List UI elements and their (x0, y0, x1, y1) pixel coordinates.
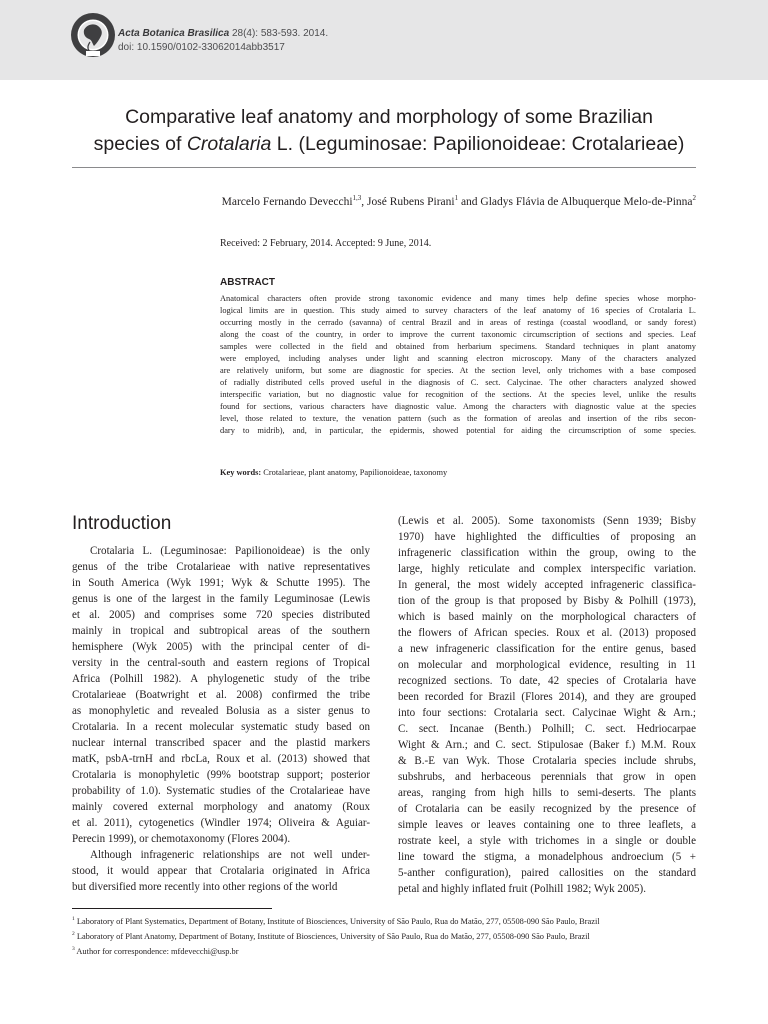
intro-text-line: et al. 2005) and comprises some 720 species distributed (72, 609, 370, 621)
footnote-1-mark: 1 (72, 916, 75, 922)
abstract-line: samples were collected in the field and obtained from herbarium specimens. Standard techniques in plant anatomy (220, 342, 696, 351)
footnote-3-text: Author for correspondence: mfdevecchi@usp.br (74, 946, 239, 956)
intro-text-line: in South America (Wyk 1991; Wyk & Schutte 1995). The (72, 577, 370, 589)
journal-name: Acta Botanica Brasilica (118, 28, 230, 39)
intro-text-line: genus of the tribe Crotalarieae with native representatives (72, 561, 370, 573)
title-divider (72, 167, 696, 168)
author-1-affil: 1,3 (352, 194, 362, 202)
abstract-line: level, those related to texture, the venation pattern (such as the formation of areolas and insertion of the ribs secon- (220, 414, 696, 423)
footnotes (72, 913, 696, 957)
intro-right-column (398, 513, 696, 897)
intro-text-line: Perecin 1999), or chemotaxonomy (Flores 2004). (72, 833, 291, 845)
intro-text-line: nuclear internal transcribed spacer and the plastid markers (72, 737, 370, 749)
intro-text-line: tion of the group is that proposed by Bisby & Polhill (1973), (398, 595, 696, 607)
footnote-2-text: Laboratory of Plant Anatomy, Department of Botany, Institute of Biosciences, University of São Paulo, Rua do Matão, 277, 05508-090 São Paulo, Brazil (74, 931, 590, 941)
intro-text-line: matK, psbA-trnH and rbcLa, Roux et al. (2013) showed that (72, 753, 370, 765)
intro-text-line: Although infrageneric relationships are not well under- (90, 849, 370, 861)
intro-text-line: Crotalaria is monophyletic (99% bootstrap support; posterior (72, 769, 370, 781)
intro-text-line: C. sect. Incanae (Benth.) Polhill; C. sect. Hedriocarpae (398, 723, 696, 735)
footnote-3-mark: 3 (72, 945, 75, 952)
intro-text-line: been recorded for Brazil (Flores 2014), and they are grouped (398, 691, 696, 703)
intro-text-line: versity in the central-south and eastern regions of Tropical (72, 657, 370, 669)
introduction-heading: Introduction (72, 513, 172, 534)
intro-text-line: as monophyletic and revealed Bolusia as a sister genus to (72, 705, 370, 717)
title-genus: Crotalaria (186, 133, 272, 155)
abstract-heading: ABSTRACT (220, 277, 275, 288)
keywords-text: Crotalarieae, plant anatomy, Papilionoideae, taxonomy (261, 468, 448, 477)
abstract-line: occurring mostly in the cerrado (savanna) of central Brazil and in areas of restinga (coastal woodland, or sandy forest) (220, 318, 696, 327)
intro-text-line: In general, the most widely accepted infrageneric classifica- (398, 579, 696, 591)
footnote-3 (72, 943, 696, 958)
intro-text-line: a new infrageneric classification for the entire genus, based (398, 643, 696, 655)
abstract-line: interspecific variation, but no diagnostic value for recognition of the sections. At the species level, unlike the results (220, 390, 696, 399)
intro-left-column (72, 543, 370, 895)
intro-text-line: probability of 1.0). Systematic studies of the Crotalarieae have (72, 785, 370, 797)
author-list (72, 190, 696, 210)
intro-text-line: hemisphere (Wyk 2005) with the principal center of di- (72, 641, 370, 653)
footnote-divider (72, 908, 272, 909)
footnote-2-mark: 2 (72, 930, 75, 937)
keywords-label: Key words: (220, 468, 262, 477)
intro-text-line: Crotalaria. In a recent molecular systematic study based on (72, 721, 370, 733)
title-line-2 (60, 131, 718, 158)
footnote-2 (72, 928, 696, 943)
intro-text-line: of Crotalaria can be easily recognized by the presence of (398, 803, 696, 815)
intro-text-line: subshrubs, and herbaceous perennials that grow in open (398, 771, 696, 783)
intro-text-line: on molecular and morphological evidence, resulting in 11 (398, 659, 696, 671)
journal-citation: 28(4): 583-593. 2014. (229, 28, 329, 39)
journal-doi: doi: 10.1590/0102-33062014abb3517 (118, 42, 285, 53)
abstract-line: dary to midrib), and, in particular, the epidermis, showed potential for aiding the circumscription of some species. (220, 426, 696, 435)
author-1: Marcelo Fernando Devecchi (221, 195, 353, 208)
intro-text-line: infrageneric classification within the group, owing to the (398, 547, 696, 559)
intro-text-line: areas, ranging from high hills to semi-deserts. The plants (398, 787, 696, 799)
intro-text-line: petal and highly inflated fruit (Polhill 1982; Wyk 2005). (398, 883, 646, 895)
intro-text-line: et al. 2011), cytogenetics (Windler 1974; Oliveira & Aguiar- (72, 817, 370, 829)
abstract-line: Anatomical characters often provide strong taxonomic evidence and many times help define species whose morpho- (220, 294, 696, 303)
abstract-line: of radially distributed cells proved useful in the diagnosis of C. sect. Calycinae. The other characters analyzed showed (220, 378, 696, 387)
footnote-1-text: Laboratory of Plant Systematics, Department of Botany, Institute of Biosciences, University of São Paulo, Rua do Matão, 277, 05508-090 São Paulo, Brazil (74, 916, 600, 926)
intro-text-line: 5-anther configuration), paired callosities on the standard (398, 867, 696, 879)
title-line-1: Comparative leaf anatomy and morphology of some Brazilian (125, 106, 653, 128)
intro-text-line: stood, it would appear that Crotalaria originated in Africa (72, 865, 370, 877)
footnote-1 (72, 913, 696, 928)
intro-text-line: recognized sections. To date, 42 species of Crotalaria have (398, 675, 696, 687)
intro-text-line: Africa (Polhill 1982). A phylogenetic study of the tribe (72, 673, 370, 685)
title-line-2-pre: species of (93, 133, 187, 155)
abstract-line: logical limits are in question. This study aimed to survey characters of the leaf anatomy of 16 species of Crotalaria L. (220, 306, 696, 315)
intro-text-line: mainly covered external morphology and anatomy (Roux (72, 801, 370, 813)
author-2-affil: 1 (454, 194, 459, 202)
intro-text-line: 1970) have highlighted the difficulties of proposing an (398, 531, 696, 543)
intro-text-line: large, highly reticulate and complex interspecific variation. (398, 563, 696, 575)
paper-title (60, 104, 718, 158)
title-line-2-post: L. (Leguminosae: Papilionoideae: Crotalarieae) (271, 133, 685, 155)
journal-header-band (0, 0, 768, 80)
intro-text-line: (Lewis et al. 2005). Some taxonomists (Senn 1939; Bisby (398, 515, 696, 527)
abstract-line: are relatively uniform, but some are diagnostic for species. At the section level, only trichomes with a base composed (220, 366, 696, 375)
intro-text-line: into four sections: Crotalaria sect. Calycinae Wight & Arn.; (398, 707, 696, 719)
abstract-body (220, 293, 696, 437)
abstract-line: found for sections, various characters have diagnostic value. Among the characters with diagnostic value at the species (220, 402, 696, 411)
intro-text-line: simple leaves or leaves containing one to three leaflets, a (398, 819, 696, 831)
abstract-line: along the coast of the country, in order to improve the current taxonomic circumscription of sections and species. Leaf (220, 330, 696, 339)
author-3: and Gladys Flávia de Albuquerque Melo-de-Pinna (458, 195, 693, 208)
journal-citation-line (118, 27, 328, 41)
intro-text-line: Crotalaria L. (Leguminosae: Papilionoideae) is the only (90, 545, 370, 557)
intro-text-line: line toward the stigma, a monadelphous androecium (5 + (398, 851, 696, 863)
intro-text-line: & B.-E van Wyk. Those Crotalaria species include shrubs, (398, 755, 696, 767)
received-dates: Received: 2 February, 2014. Accepted: 9 June, 2014. (220, 238, 432, 249)
intro-text-line: the flowers of African species. Roux et al. (2013) proposed (398, 627, 696, 639)
society-logo (70, 12, 116, 58)
keywords (220, 467, 696, 479)
intro-text-line: genus is one of the largest in the family Leguminosae (Lewis (72, 593, 370, 605)
abstract-line: were employed, including analyses under light and scanning electron microscopy. Many of the characters analyzed (220, 354, 696, 363)
author-2: , José Rubens Pirani (361, 195, 455, 208)
intro-text-line: rostrate keel, a style with trichomes in a single or double (398, 835, 696, 847)
author-3-affil: 2 (692, 194, 696, 202)
intro-text-line: mainly in tropical and subtropical areas of the southern (72, 625, 370, 637)
journal-info (118, 27, 328, 55)
intro-text-line: but diversified more recently into other regions of the world (72, 881, 338, 893)
intro-text-line: Wight & Arn.; and C. sect. Stipulosae (Baker f.) M.M. Roux (398, 739, 696, 751)
intro-text-line: Crotalarieae (Boatwright et al. 2008) confirmed the tribe (72, 689, 370, 701)
intro-text-line: which is based mainly on the morphological characters of (398, 611, 696, 623)
